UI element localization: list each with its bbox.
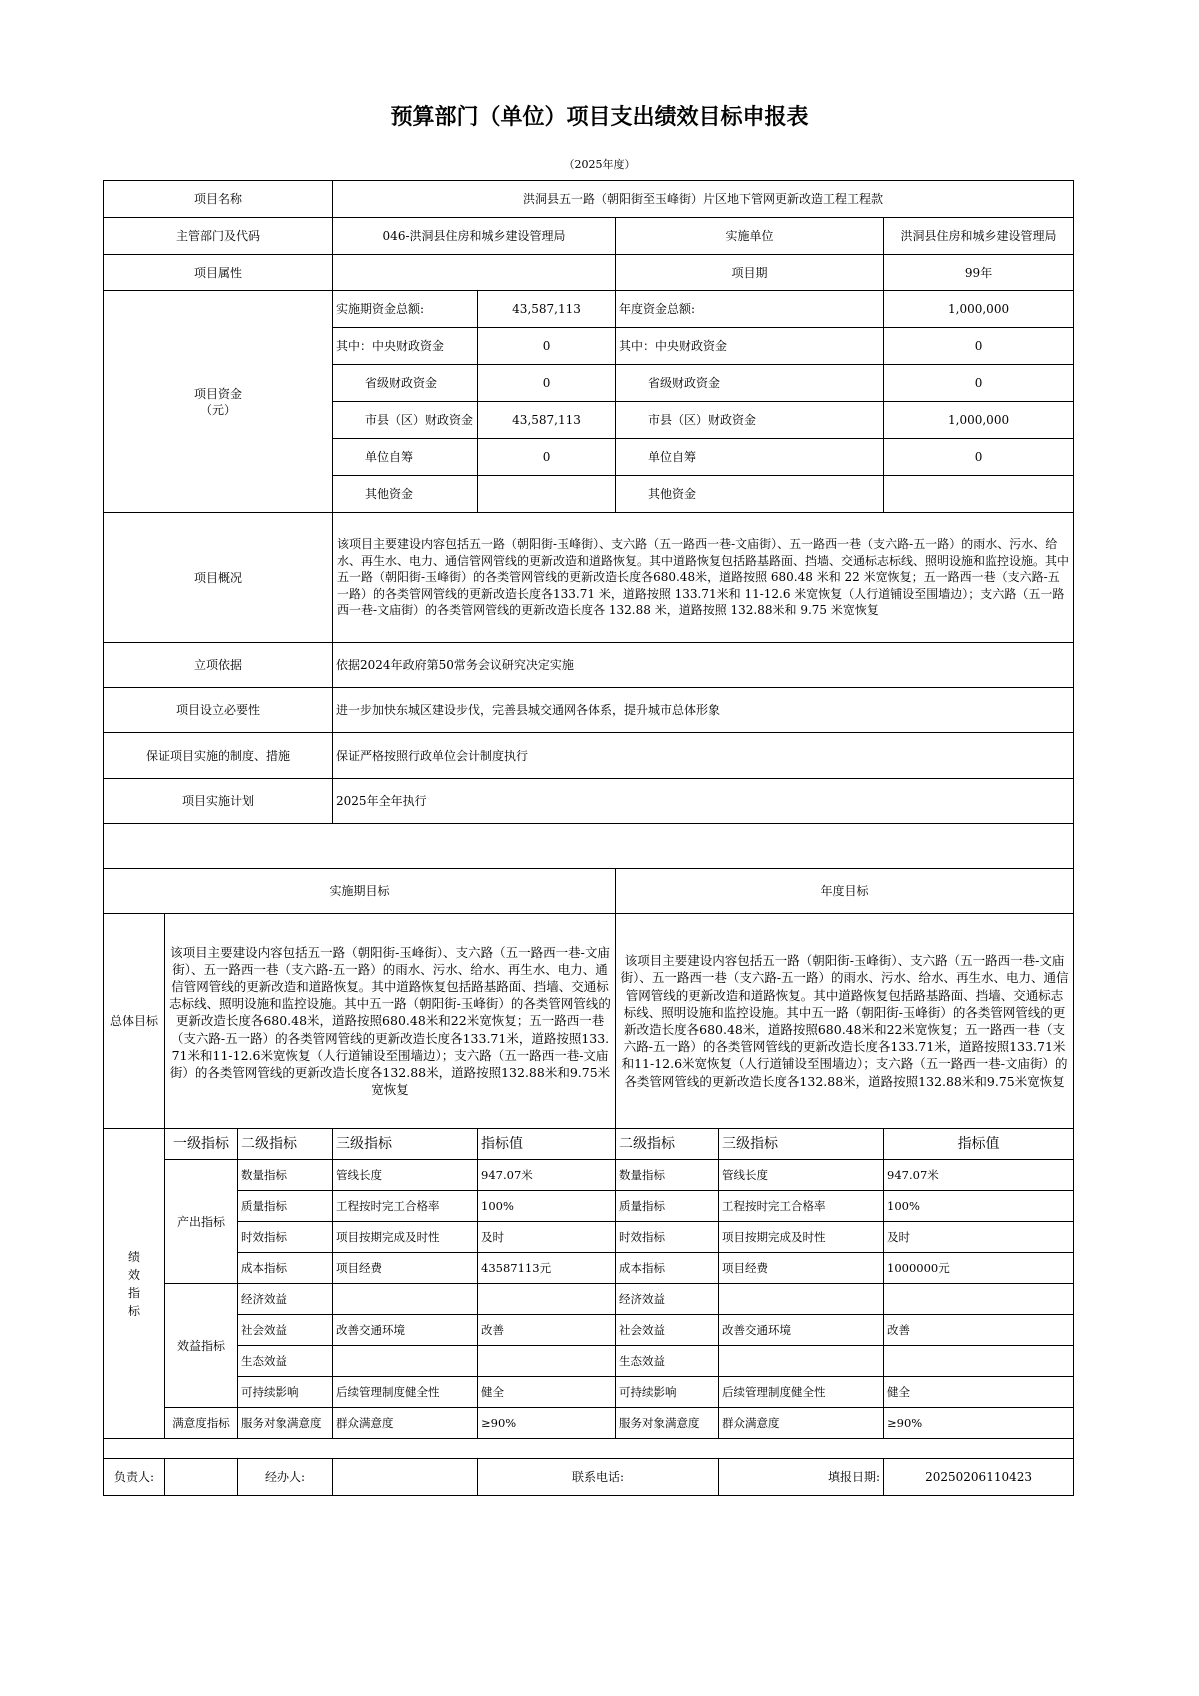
year-subtitle: （2025年度） [563, 158, 636, 171]
value-period: 99年 [884, 255, 1074, 291]
ind-annual-value: 947.07米 [884, 1160, 1074, 1191]
ind-l3 [333, 1346, 478, 1377]
funds-province-impl: 0 [478, 365, 616, 402]
label-basis: 立项依据 [104, 643, 333, 688]
value-goal-annual: 该项目主要建设内容包括五一路（朝阳街-玉峰街）、支六路（五一路西一巷-文庙街）、五一路西一巷（支六路-五一路）的雨水、污水、给水、再生水、电力、通信管网管线的更新改造和道路恢复。其中道路恢复包括路基路面、挡墙、交通标志标线、照明设施和监控设施。其中五一路（朝阳街-玉峰街）的各类管网管线的更新改造长度各680.48米，道路按照680.48米和22米宽恢复；五一路西一巷（支六路-五一路）的各类管网管线的更新改造长度各133.71米，道路按照133.71米和11-12.6米宽恢复（人行道铺设至围墙边）；支六路（五一路西一巷-文庙街）的各类管网管线的更新改造长度各132.88米，道路按照132.88米和9.75米宽恢复 [616, 914, 1074, 1129]
funds-self-label: 单位自筹 [333, 439, 478, 476]
ind-annual-l3 [719, 1346, 884, 1377]
label-attr: 项目属性 [104, 255, 333, 291]
funds-annual-total-label: 年度资金总额: [616, 291, 884, 328]
label-dept: 主管部门及代码 [104, 218, 333, 255]
funds-impl-total-label: 实施期资金总额: [333, 291, 478, 328]
group-output: 产出指标 [165, 1160, 238, 1284]
page-title: 预算部门（单位）项目支出绩效目标申报表 [390, 105, 809, 130]
value-attr [333, 255, 616, 291]
label-overview: 项目概况 [104, 513, 333, 643]
ind-l2: 成本指标 [238, 1253, 333, 1284]
ind-annual-value: ≥90% [884, 1408, 1074, 1439]
ind-l3: 后续管理制度健全性 [333, 1377, 478, 1408]
label-perf-indicators [104, 1129, 165, 1439]
label-phone: 联系电话: [478, 1459, 719, 1496]
ind-l3: 项目经费 [333, 1253, 478, 1284]
ind-annual-value: 1000000元 [884, 1253, 1074, 1284]
funds-self-impl: 0 [478, 439, 616, 476]
funds-central-impl: 0 [478, 328, 616, 365]
label-impl-unit: 实施单位 [616, 218, 884, 255]
ind-annual-l2: 可持续影响 [616, 1377, 719, 1408]
ind-l2: 数量指标 [238, 1160, 333, 1191]
funds-city-annual-label: 市县（区）财政资金 [616, 402, 884, 439]
table-row [104, 1315, 1074, 1346]
funds-province-annual: 0 [884, 365, 1074, 402]
ind-value [478, 1346, 616, 1377]
ind-annual-value [884, 1346, 1074, 1377]
value-guarantee: 保证严格按照行政单位会计制度执行 [333, 733, 1074, 779]
ind-value: 100% [478, 1191, 616, 1222]
ind-annual-l3: 群众满意度 [719, 1408, 884, 1439]
ind-value: 43587113元 [478, 1253, 616, 1284]
label-necessity: 项目设立必要性 [104, 688, 333, 733]
ind-annual-value [884, 1284, 1074, 1315]
ind-annual-l3: 管线长度 [719, 1160, 884, 1191]
performance-form-table [103, 180, 1074, 1496]
ind-annual-l2: 数量指标 [616, 1160, 719, 1191]
label-plan: 项目实施计划 [104, 779, 333, 824]
hdr-lvl3: 三级指标 [333, 1129, 478, 1160]
value-project-name: 洪洞县五一路（朝阳街至玉峰街）片区地下管网更新改造工程工程款 [333, 181, 1074, 218]
funds-central-annual-label: 其中：中央财政资金 [616, 328, 884, 365]
ind-annual-l3: 后续管理制度健全性 [719, 1377, 884, 1408]
ind-l3 [333, 1284, 478, 1315]
ind-annual-value: 健全 [884, 1377, 1074, 1408]
funds-other-annual-label: 其他资金 [616, 476, 884, 513]
label-guarantee: 保证项目实施的制度、措施 [104, 733, 333, 779]
table-row [104, 1284, 1074, 1315]
value-responsible [165, 1459, 238, 1496]
hdr-annual-value: 指标值 [884, 1129, 1074, 1160]
ind-annual-l2: 时效指标 [616, 1222, 719, 1253]
value-goal-impl: 该项目主要建设内容包括五一路（朝阳街-玉峰街）、支六路（五一路西一巷-文庙街）、五一路西一巷（支六路-五一路）的雨水、污水、给水、再生水、电力、通信管网管线的更新改造和道路恢复。其中道路恢复包括路基路面、挡墙、交通标志标线、照明设施和监控设施。其中五一路（朝阳街-玉峰街）的各类管网管线的更新改造长度各680.48米，道路按照680.48米和22米宽恢复；五一路西一巷（支六路-五一路）的各类管网管线的更新改造长度各133.71米，道路按照133.71米和11-12.6米宽恢复（人行道铺设至围墙边）；支六路（五一路西一巷-文庙街）的各类管网管线的更新改造长度各132.88米，道路按照132.88米和9.75米宽恢复 [165, 914, 616, 1129]
ind-value: 及时 [478, 1222, 616, 1253]
blank-row-2 [104, 1439, 1074, 1459]
value-dept: 046-洪洞县住房和城乡建设管理局 [333, 218, 616, 255]
ind-l2: 生态效益 [238, 1346, 333, 1377]
ind-annual-l3 [719, 1284, 884, 1315]
label-period: 项目期 [616, 255, 884, 291]
funds-other-annual [884, 476, 1074, 513]
ind-l2: 质量指标 [238, 1191, 333, 1222]
value-overview: 该项目主要建设内容包括五一路（朝阳街-玉峰街）、支六路（五一路西一巷-文庙街）、五一路西一巷（支六路-五一路）的雨水、污水、给水、再生水、电力、通信管网管线的更新改造和道路恢复。其中道路恢复包括路基路面、挡墙、交通标志标线、照明设施和监控设施。其中五一路（朝阳街-玉峰街）的各类管网管线的更新改造长度各680.48米，道路按照 680.48 米和 22 米宽恢复；五一路西一巷（支六路-五一路）的各类管网管线的更新改造长度各133.71 米，道路按照 133.71米和 11-12.6 米宽恢复（人行道铺设至围墙边）；支六路（五一路西一巷-文庙街）的各类管网管线的更新改造长度各 132.88 米，道路按照 132.88米和 9.75 米宽恢复 [333, 513, 1074, 643]
ind-l2: 时效指标 [238, 1222, 333, 1253]
table-row [104, 1346, 1074, 1377]
hdr-value: 指标值 [478, 1129, 616, 1160]
value-necessity: 进一步加快东城区建设步伐，完善县城交通网各体系，提升城市总体形象 [333, 688, 1074, 733]
ind-annual-l2: 成本指标 [616, 1253, 719, 1284]
ind-value: 947.07米 [478, 1160, 616, 1191]
label-perf-text: 绩效指标 [127, 1249, 140, 1318]
table-row [104, 1253, 1074, 1284]
ind-l3: 改善交通环境 [333, 1315, 478, 1346]
funds-province-annual-label: 省级财政资金 [616, 365, 884, 402]
ind-annual-l3: 项目经费 [719, 1253, 884, 1284]
funds-self-annual: 0 [884, 439, 1074, 476]
label-project-name: 项目名称 [104, 181, 333, 218]
ind-annual-l3: 工程按时完工合格率 [719, 1191, 884, 1222]
header-impl-goal: 实施期目标 [104, 869, 616, 914]
table-row [104, 1222, 1074, 1253]
hdr-annual-lvl3: 三级指标 [719, 1129, 884, 1160]
label-handler: 经办人: [238, 1459, 333, 1496]
funds-annual-total: 1,000,000 [884, 291, 1074, 328]
ind-annual-l2: 经济效益 [616, 1284, 719, 1315]
ind-value [478, 1284, 616, 1315]
ind-l2: 可持续影响 [238, 1377, 333, 1408]
ind-l2: 经济效益 [238, 1284, 333, 1315]
table-row [104, 1408, 1074, 1439]
ind-l3: 群众满意度 [333, 1408, 478, 1439]
ind-l3: 管线长度 [333, 1160, 478, 1191]
ind-annual-value: 改善 [884, 1315, 1074, 1346]
table-row [104, 1160, 1074, 1191]
label-funds-unit: （元） [200, 402, 237, 417]
label-funds [104, 291, 333, 513]
funds-city-label: 市县（区）财政资金 [333, 402, 478, 439]
funds-other-impl [478, 476, 616, 513]
ind-value: 改善 [478, 1315, 616, 1346]
ind-annual-l3: 项目按期完成及时性 [719, 1222, 884, 1253]
ind-annual-l3: 改善交通环境 [719, 1315, 884, 1346]
group-satisfaction: 满意度指标 [165, 1408, 238, 1439]
ind-l2: 服务对象满意度 [238, 1408, 333, 1439]
funds-city-impl: 43,587,113 [478, 402, 616, 439]
table-row [104, 1377, 1074, 1408]
label-funds-text: 项目资金 [194, 386, 243, 401]
hdr-lvl1: 一级指标 [165, 1129, 238, 1160]
value-handler [333, 1459, 478, 1496]
funds-self-annual-label: 单位自筹 [616, 439, 884, 476]
ind-annual-l2: 服务对象满意度 [616, 1408, 719, 1439]
label-overall-goal: 总体目标 [104, 914, 165, 1129]
ind-value: ≥90% [478, 1408, 616, 1439]
header-annual-goal: 年度目标 [616, 869, 1074, 914]
ind-value: 健全 [478, 1377, 616, 1408]
group-benefit: 效益指标 [165, 1284, 238, 1408]
value-basis: 依据2024年政府第50常务会议研究决定实施 [333, 643, 1074, 688]
label-responsible: 负责人: [104, 1459, 165, 1496]
funds-central-annual: 0 [884, 328, 1074, 365]
label-fill-date: 填报日期: [719, 1459, 884, 1496]
value-impl-unit: 洪洞县住房和城乡建设管理局 [884, 218, 1074, 255]
hdr-annual-lvl2: 二级指标 [616, 1129, 719, 1160]
ind-annual-l2: 生态效益 [616, 1346, 719, 1377]
ind-l3: 工程按时完工合格率 [333, 1191, 478, 1222]
ind-annual-value: 及时 [884, 1222, 1074, 1253]
ind-l3: 项目按期完成及时性 [333, 1222, 478, 1253]
ind-annual-l2: 社会效益 [616, 1315, 719, 1346]
funds-impl-total: 43,587,113 [478, 291, 616, 328]
table-row [104, 1191, 1074, 1222]
funds-other-label: 其他资金 [333, 476, 478, 513]
funds-central-label: 其中：中央财政资金 [333, 328, 478, 365]
funds-city-annual: 1,000,000 [884, 402, 1074, 439]
ind-l2: 社会效益 [238, 1315, 333, 1346]
funds-province-label: 省级财政资金 [333, 365, 478, 402]
value-plan: 2025年全年执行 [333, 779, 1074, 824]
ind-annual-value: 100% [884, 1191, 1074, 1222]
value-fill-date: 20250206110423 [884, 1459, 1074, 1496]
blank-row [104, 824, 1074, 869]
ind-annual-l2: 质量指标 [616, 1191, 719, 1222]
hdr-lvl2: 二级指标 [238, 1129, 333, 1160]
